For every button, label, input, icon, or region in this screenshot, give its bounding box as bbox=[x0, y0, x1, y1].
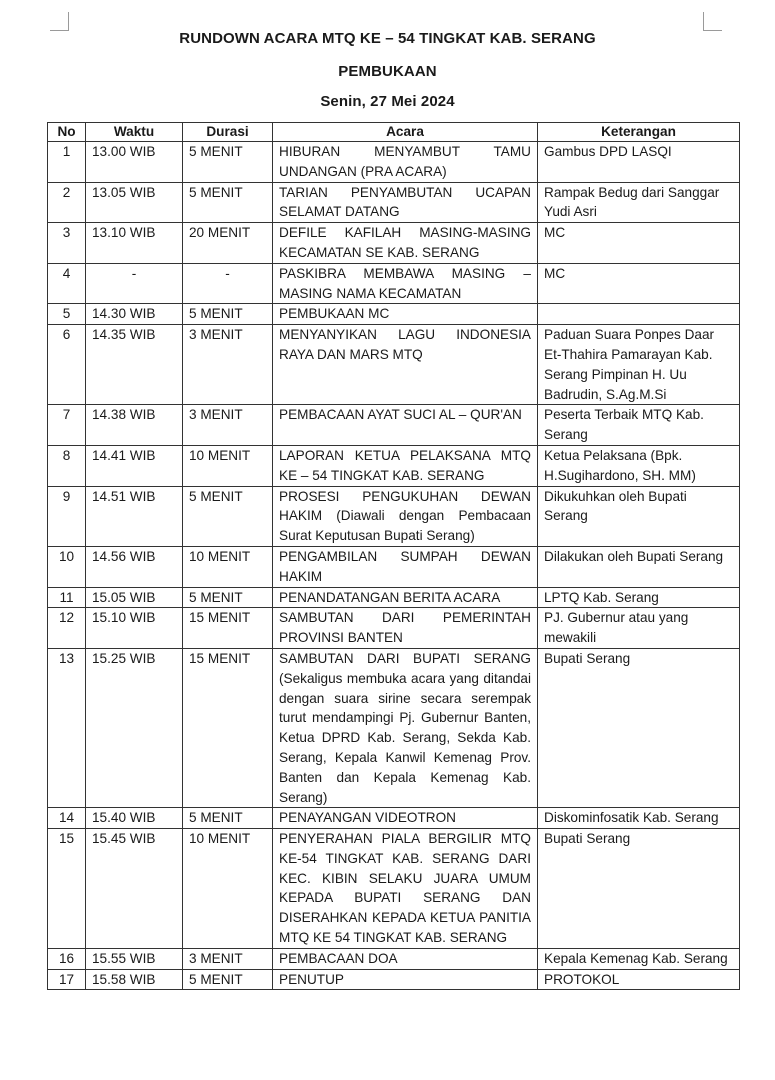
cell-time: 13.10 WIB bbox=[86, 223, 183, 264]
cell-duration: 10 MENIT bbox=[183, 445, 273, 486]
cell-note: Dikukuhkan oleh Bupati Serang bbox=[538, 486, 740, 546]
column-header-durasi: Durasi bbox=[183, 123, 273, 142]
table-row bbox=[48, 445, 740, 486]
cell-time: 14.30 WIB bbox=[86, 304, 183, 325]
cell-time: 15.45 WIB bbox=[86, 829, 183, 949]
cell-duration: 5 MENIT bbox=[183, 969, 273, 990]
table-row bbox=[48, 948, 740, 969]
cell-note: MC bbox=[538, 223, 740, 264]
table-row bbox=[48, 142, 740, 183]
rundown-table bbox=[47, 122, 740, 990]
document-subtitle: PEMBUKAAN bbox=[338, 63, 437, 80]
cell-time: 14.38 WIB bbox=[86, 405, 183, 446]
cell-duration: 3 MENIT bbox=[183, 948, 273, 969]
cell-duration: 15 MENIT bbox=[183, 648, 273, 807]
cell-duration: 5 MENIT bbox=[183, 808, 273, 829]
cell-no: 6 bbox=[48, 325, 86, 405]
cell-note: PROTOKOL bbox=[538, 969, 740, 990]
cell-no: 14 bbox=[48, 808, 86, 829]
cell-note: Gambus DPD LASQI bbox=[538, 142, 740, 183]
cell-duration: 20 MENIT bbox=[183, 223, 273, 264]
cell-no: 10 bbox=[48, 546, 86, 587]
table-header-row bbox=[48, 123, 740, 142]
table-row bbox=[48, 969, 740, 990]
cell-no: 9 bbox=[48, 486, 86, 546]
cell-duration: 10 MENIT bbox=[183, 829, 273, 949]
table-row bbox=[48, 608, 740, 649]
cell-no: 12 bbox=[48, 608, 86, 649]
cell-no: 16 bbox=[48, 948, 86, 969]
cell-event: SAMBUTAN DARI PEMERINTAH PROVINSI BANTEN bbox=[273, 608, 538, 649]
cell-event: PENANDATANGAN BERITA ACARA bbox=[273, 587, 538, 608]
cell-time: 14.41 WIB bbox=[86, 445, 183, 486]
cell-note: Bupati Serang bbox=[538, 829, 740, 949]
cell-event: DEFILE KAFILAH MASING-MASING KECAMATAN SE KAB. SERANG bbox=[273, 223, 538, 264]
cell-event: LAPORAN KETUA PELAKSANA MTQ KE – 54 TINGKAT KAB. SERANG bbox=[273, 445, 538, 486]
cell-note: Bupati Serang bbox=[538, 648, 740, 807]
cell-note: Ketua Pelaksana (Bpk. H.Sugihardono, SH. MM) bbox=[538, 445, 740, 486]
cell-no: 5 bbox=[48, 304, 86, 325]
cell-event: PENUTUP bbox=[273, 969, 538, 990]
cell-note: Diskominfosatik Kab. Serang bbox=[538, 808, 740, 829]
cell-time: 14.35 WIB bbox=[86, 325, 183, 405]
cell-note: MC bbox=[538, 263, 740, 304]
cell-note: Paduan Suara Ponpes Daar Et-Thahira Pamarayan Kab. Serang Pimpinan H. Uu Badrudin, S.Ag.M.Si bbox=[538, 325, 740, 405]
table-row bbox=[48, 546, 740, 587]
cell-note: PJ. Gubernur atau yang mewakili bbox=[538, 608, 740, 649]
cell-note: Dilakukan oleh Bupati Serang bbox=[538, 546, 740, 587]
cell-duration: 5 MENIT bbox=[183, 182, 273, 223]
table-row bbox=[48, 182, 740, 223]
cell-no: 17 bbox=[48, 969, 86, 990]
cell-no: 8 bbox=[48, 445, 86, 486]
cell-duration: 5 MENIT bbox=[183, 304, 273, 325]
cell-duration: 15 MENIT bbox=[183, 608, 273, 649]
table-row bbox=[48, 325, 740, 405]
cell-note: LPTQ Kab. Serang bbox=[538, 587, 740, 608]
cell-time: 14.51 WIB bbox=[86, 486, 183, 546]
crop-mark-top-right bbox=[703, 12, 722, 31]
cell-note bbox=[538, 304, 740, 325]
cell-time: 15.55 WIB bbox=[86, 948, 183, 969]
cell-event: PASKIBRA MEMBAWA MASING – MASING NAMA KECAMATAN bbox=[273, 263, 538, 304]
cell-event: PEMBUKAAN MC bbox=[273, 304, 538, 325]
cell-note: Kepala Kemenag Kab. Serang bbox=[538, 948, 740, 969]
column-header-no: No bbox=[48, 123, 86, 142]
cell-time: 13.00 WIB bbox=[86, 142, 183, 183]
cell-no: 11 bbox=[48, 587, 86, 608]
cell-event: SAMBUTAN DARI BUPATI SERANG (Sekaligus membuka acara yang ditandai dengan suara sirine secara serempak turut mendampingi Pj. Gubernur Banten, Ketua DPRD Kab. Serang, Sekda Kab. Serang, Kepala Kanwil Kemenag Prov. Banten dan Kepala Kemenag Kab. Serang) bbox=[273, 648, 538, 807]
cell-event: PEMBACAAN DOA bbox=[273, 948, 538, 969]
crop-mark-top-left bbox=[50, 12, 69, 31]
cell-time: 15.10 WIB bbox=[86, 608, 183, 649]
cell-event: PENGAMBILAN SUMPAH DEWAN HAKIM bbox=[273, 546, 538, 587]
cell-time: 15.40 WIB bbox=[86, 808, 183, 829]
cell-time: 14.56 WIB bbox=[86, 546, 183, 587]
cell-duration: 10 MENIT bbox=[183, 546, 273, 587]
cell-no: 13 bbox=[48, 648, 86, 807]
cell-time: 13.05 WIB bbox=[86, 182, 183, 223]
cell-duration: 3 MENIT bbox=[183, 325, 273, 405]
table-row bbox=[48, 587, 740, 608]
table-row bbox=[48, 808, 740, 829]
cell-duration: 5 MENIT bbox=[183, 142, 273, 183]
cell-time: - bbox=[86, 263, 183, 304]
cell-duration: - bbox=[183, 263, 273, 304]
table-row bbox=[48, 263, 740, 304]
cell-time: 15.05 WIB bbox=[86, 587, 183, 608]
cell-no: 2 bbox=[48, 182, 86, 223]
cell-event: PEMBACAAN AYAT SUCI AL – QUR'AN bbox=[273, 405, 538, 446]
cell-event: PROSESI PENGUKUHAN DEWAN HAKIM (Diawali dengan Pembacaan Surat Keputusan Bupati Serang) bbox=[273, 486, 538, 546]
table-row bbox=[48, 648, 740, 807]
cell-no: 15 bbox=[48, 829, 86, 949]
table-row bbox=[48, 223, 740, 264]
cell-time: 15.58 WIB bbox=[86, 969, 183, 990]
cell-event: PENYERAHAN PIALA BERGILIR MTQ KE-54 TINGKAT KAB. SERANG DARI KEC. KIBIN SELAKU JUARA UMUM KEPADA BUPATI SERANG DAN DISERAHKAN KEPADA KETUA PANITIA MTQ KE 54 TINGKAT KAB. SERANG bbox=[273, 829, 538, 949]
column-header-waktu: Waktu bbox=[86, 123, 183, 142]
cell-event: TARIAN PENYAMBUTAN UCAPAN SELAMAT DATANG bbox=[273, 182, 538, 223]
cell-no: 4 bbox=[48, 263, 86, 304]
cell-duration: 5 MENIT bbox=[183, 587, 273, 608]
cell-no: 7 bbox=[48, 405, 86, 446]
column-header-keterangan: Keterangan bbox=[538, 123, 740, 142]
cell-no: 3 bbox=[48, 223, 86, 264]
cell-time: 15.25 WIB bbox=[86, 648, 183, 807]
table-row bbox=[48, 304, 740, 325]
document-date: Senin, 27 Mei 2024 bbox=[320, 93, 455, 110]
table-row bbox=[48, 829, 740, 949]
cell-no: 1 bbox=[48, 142, 86, 183]
cell-event: HIBURAN MENYAMBUT TAMU UNDANGAN (PRA ACARA) bbox=[273, 142, 538, 183]
table-row bbox=[48, 405, 740, 446]
cell-duration: 3 MENIT bbox=[183, 405, 273, 446]
document-title: RUNDOWN ACARA MTQ KE – 54 TINGKAT KAB. SERANG bbox=[179, 30, 596, 47]
column-header-acara: Acara bbox=[273, 123, 538, 142]
table-row bbox=[48, 486, 740, 546]
cell-note: Peserta Terbaik MTQ Kab. Serang bbox=[538, 405, 740, 446]
cell-duration: 5 MENIT bbox=[183, 486, 273, 546]
cell-event: MENYANYIKAN LAGU INDONESIA RAYA DAN MARS MTQ bbox=[273, 325, 538, 405]
cell-note: Rampak Bedug dari Sanggar Yudi Asri bbox=[538, 182, 740, 223]
rundown-table-body bbox=[48, 142, 740, 990]
cell-event: PENAYANGAN VIDEOTRON bbox=[273, 808, 538, 829]
